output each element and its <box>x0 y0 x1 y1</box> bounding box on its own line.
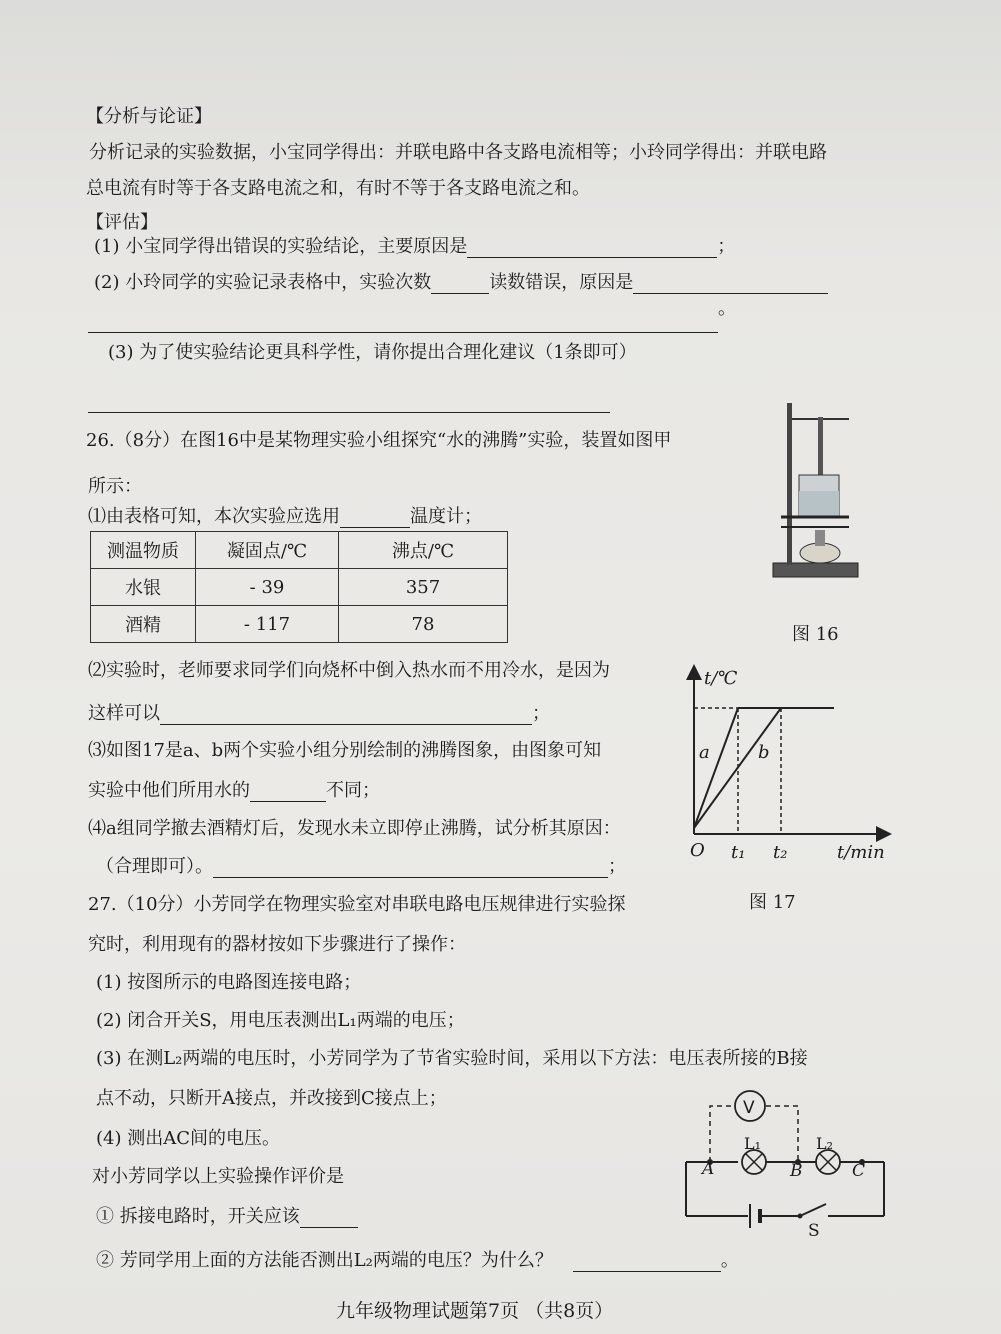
table-cell: - 39 <box>196 569 339 606</box>
table-cell: 酒精 <box>91 606 196 643</box>
q26-part4: ⑷a组同学撤去酒精灯后，发现水未立即停止沸腾，试分析其原因： <box>88 818 621 839</box>
table-row <box>91 606 508 643</box>
table-cell: - 117 <box>196 606 339 643</box>
q27-intro-1: 27.（10分）小芳同学在物理实验室对串联电路电压规律进行实验探 <box>88 894 626 915</box>
q26-part2: ⑵实验时，老师要求同学们向烧杯中倒入热水而不用冷水，是因为 <box>88 660 610 681</box>
q27-eval-2 <box>96 1250 739 1272</box>
evaluation-q3: (3) 为了使实验结论更具科学性，请你提出合理化建议（1条即可） <box>108 342 637 363</box>
q26-part4-b <box>96 856 626 878</box>
q27-step-2: (2) 闭合开关S，用电压表测出L₁两端的电压； <box>96 1010 465 1031</box>
answer-line[interactable] <box>88 412 610 413</box>
q26-part4-end: ； <box>608 856 626 877</box>
q26-part3-b <box>88 780 380 802</box>
answer-line[interactable] <box>88 332 718 333</box>
page-footer: 九年级物理试题第7页 （共8页） <box>336 1300 614 1322</box>
figure-17-caption: 图 17 <box>749 892 796 913</box>
graph-t1: t₁ <box>731 842 746 863</box>
evaluation-q2 <box>94 272 828 294</box>
table-header: 凝固点/℃ <box>196 532 339 569</box>
lamp-l2-label: L₂ <box>816 1134 834 1153</box>
thermometer-table <box>90 531 508 643</box>
table-row <box>91 569 508 606</box>
graph-x-label: t/min <box>837 842 885 863</box>
graph-y-label: t/℃ <box>704 668 738 689</box>
q27-intro-2: 究时，利用现有的器材按如下步骤进行了操作： <box>88 934 466 955</box>
q26-part1-text-b: 温度计； <box>410 506 482 527</box>
q27-step-1: (1) 按图所示的电路图连接电路； <box>96 972 362 993</box>
node-a-label: A <box>702 1159 715 1179</box>
answer-blank[interactable] <box>300 1209 358 1228</box>
q27-evaluation: 对小芳同学以上实验操作评价是 <box>92 1166 344 1187</box>
answer-blank[interactable] <box>213 859 608 878</box>
evaluation-q2-end: 。 <box>718 298 736 319</box>
evaluation-q2-text-b: 读数错误，原因是 <box>489 272 634 293</box>
node-c-label: C <box>852 1161 866 1181</box>
q27-step-3: (3) 在测L₂两端的电压时，小芳同学为了节省实验时间，采用以下方法：电压表所接的B接 <box>96 1048 808 1069</box>
table-cell: 水银 <box>91 569 196 606</box>
q26-part3: ⑶如图17是a、b两个实验小组分别绘制的沸腾图象，由图象可知 <box>88 740 602 761</box>
q27-eval-1-text: ① 拆接电路时，开关应该 <box>96 1206 300 1227</box>
answer-blank[interactable] <box>340 509 410 528</box>
analysis-heading: 【分析与论证】 <box>86 106 212 127</box>
answer-blank[interactable] <box>250 783 326 802</box>
q26-intro-1: 26.（8分）在图16中是某物理实验小组探究“水的沸腾”实验，装置如图甲 <box>86 430 672 451</box>
q27-step-4: (4) 测出AC间的电压。 <box>96 1128 280 1149</box>
table-cell: 78 <box>339 606 508 643</box>
evaluation-heading: 【评估】 <box>86 212 158 233</box>
boiling-graph <box>684 664 894 864</box>
q27-step-3-b: 点不动，只断开A接点，并改接到C接点上； <box>96 1088 447 1109</box>
boiling-apparatus-illustration <box>765 395 865 585</box>
q26-part2-text-b: 这样可以 <box>88 703 160 724</box>
evaluation-q2-text: (2) 小玲同学的实验记录表格中，实验次数 <box>94 272 432 293</box>
graph-t2: t₂ <box>773 842 788 863</box>
answer-blank[interactable] <box>573 1253 721 1272</box>
q27-eval-2-end: 。 <box>720 1250 739 1271</box>
q27-eval-1 <box>96 1206 358 1228</box>
q26-part3-text-b: 实验中他们所用水的 <box>88 780 250 801</box>
q26-part3-end: 不同； <box>326 780 380 801</box>
figure-16-caption: 图 16 <box>792 624 839 645</box>
evaluation-q1-text: (1) 小宝同学得出错误的实验结论，主要原因是 <box>94 236 468 257</box>
answer-blank[interactable] <box>633 275 828 294</box>
q26-part1-text: ⑴由表格可知，本次实验应选用 <box>88 506 340 527</box>
q26-part2-end: ； <box>532 703 550 724</box>
analysis-line2: 总电流有时等于各支路电流之和，有时不等于各支路电流之和。 <box>86 178 590 199</box>
q26-part2-b <box>88 703 550 725</box>
evaluation-q1-end: ； <box>717 236 736 257</box>
lamp-l1-label: L₁ <box>744 1134 762 1153</box>
analysis-line1: 分析记录的实验数据，小宝同学得出：并联电路中各支路电流相等；小玲同学得出：并联电路 <box>89 142 827 163</box>
table-header-row <box>91 532 508 569</box>
table-header: 沸点/℃ <box>339 532 508 569</box>
switch-label: S <box>808 1221 820 1241</box>
table-header: 测温物质 <box>91 532 196 569</box>
node-b-label: B <box>790 1161 803 1181</box>
graph-line-b-label: b <box>758 742 770 763</box>
answer-blank[interactable] <box>431 275 489 294</box>
q27-eval-2-text: ② 芳同学用上面的方法能否测出L₂两端的电压？为什么？ <box>96 1250 553 1271</box>
q26-part4-text-b: （合理即可）。 <box>96 856 213 877</box>
q26-part1 <box>88 506 482 528</box>
voltmeter-label: V <box>743 1098 755 1118</box>
graph-line-a-label: a <box>699 742 710 763</box>
table-cell: 357 <box>339 569 508 606</box>
graph-origin: O <box>690 840 705 861</box>
answer-blank[interactable] <box>160 706 532 725</box>
q26-intro-2: 所示： <box>88 476 142 497</box>
evaluation-q1 <box>94 236 735 258</box>
answer-blank[interactable] <box>467 239 717 258</box>
